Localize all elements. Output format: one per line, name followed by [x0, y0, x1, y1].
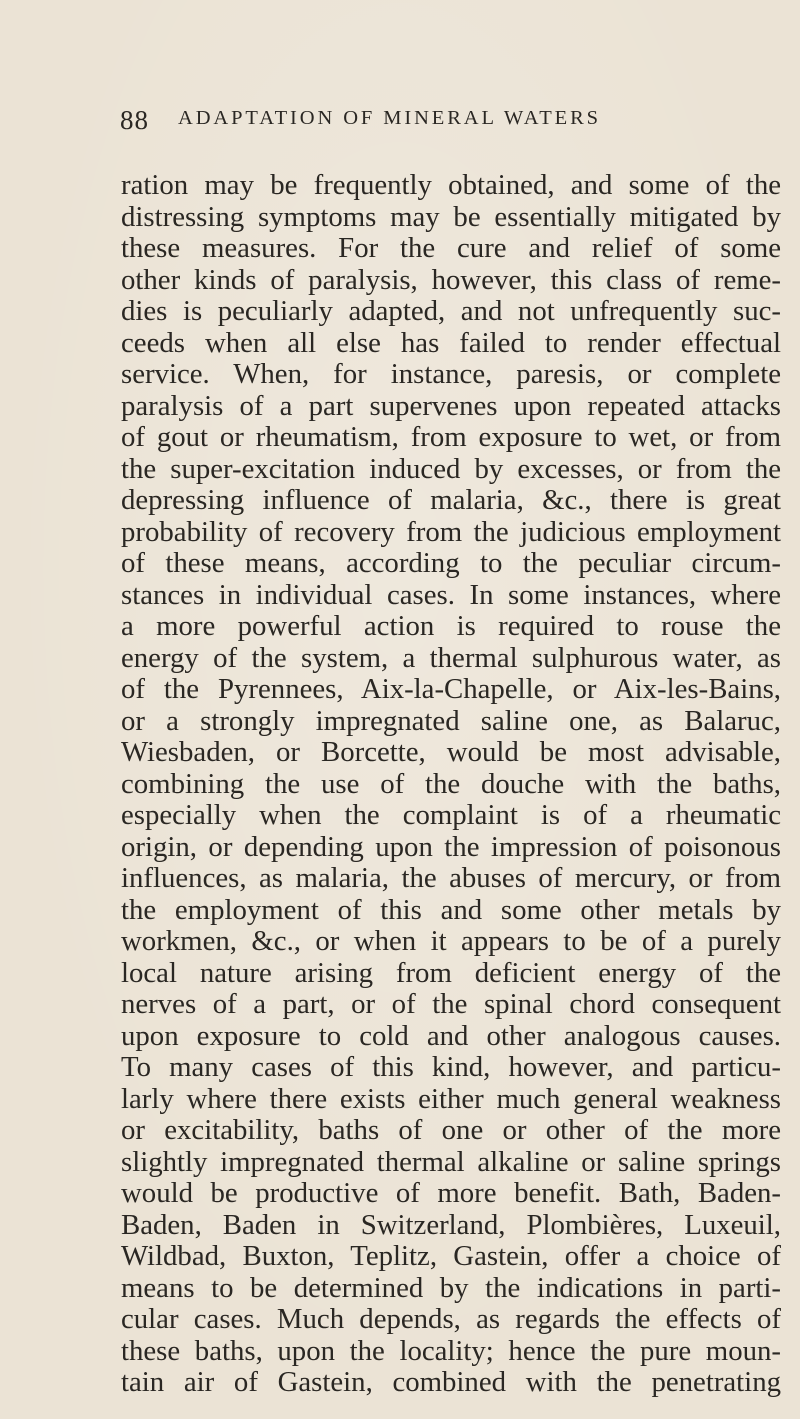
- text-line: Wildbad, Buxton, Teplitz, Gastein, offer a choice of: [121, 1240, 781, 1272]
- text-line: workmen, &c., or when it appears to be of a purely: [121, 925, 781, 957]
- text-line: a more powerful action is required to rouse the: [121, 610, 781, 642]
- text-line: influences, as malaria, the abuses of mercury, or from: [121, 862, 781, 894]
- text-line: or a strongly impregnated saline one, as Balaruc,: [121, 704, 781, 737]
- running-title: ADAPTATION OF MINERAL WATERS: [178, 107, 601, 129]
- page-number: 88: [120, 105, 149, 135]
- body-text: [121, 170, 781, 1399]
- text-line: the employment of this and some other metals by: [121, 893, 781, 926]
- text-line: ration may be frequently obtained, and some of the: [121, 169, 781, 201]
- text-line: Wiesbaden, or Borcette, would be most advisable,: [121, 736, 781, 768]
- text-line: nerves of a part, or of the spinal chord consequent: [121, 988, 781, 1020]
- text-line: slightly impregnated thermal alkaline or saline springs: [121, 1145, 781, 1178]
- text-line: the super-excitation induced by excesses, or from the: [121, 452, 781, 485]
- text-line: means to be determined by the indications in parti-: [121, 1271, 781, 1304]
- text-line: especially when the complaint is of a rheumatic: [121, 799, 781, 831]
- text-line: would be productive of more benefit. Bath, Baden-: [121, 1177, 781, 1209]
- text-line: depressing influence of malaria, &c., there is great: [121, 484, 781, 516]
- text-line: of gout or rheumatism, from exposure to wet, or from: [121, 421, 781, 453]
- text-line: larly where there exists either much general weakness: [121, 1082, 781, 1115]
- text-line: local nature arising from deficient energy of the: [121, 956, 781, 989]
- text-line: To many cases of this kind, however, and particu-: [121, 1051, 781, 1083]
- text-line: dies is peculiarly adapted, and not unfrequently suc-: [121, 295, 781, 327]
- text-line: cular cases. Much depends, as regards the effects of: [121, 1303, 781, 1335]
- text-line: of the Pyrennees, Aix-la-Chapelle, or Aix-les-Bains,: [121, 673, 781, 705]
- text-line: tain air of Gastein, combined with the penetrating: [121, 1366, 781, 1398]
- text-line: other kinds of paralysis, however, this class of reme-: [121, 263, 781, 296]
- text-line: ceeds when all else has failed to render effectual: [121, 326, 781, 359]
- page-header: [120, 105, 780, 145]
- text-line: probability of recovery from the judicious employment: [121, 515, 781, 548]
- text-line: stances in individual cases. In some instances, where: [121, 578, 781, 611]
- text-line: of these means, according to the peculiar circum-: [121, 547, 781, 579]
- text-line: service. When, for instance, paresis, or complete: [121, 358, 781, 390]
- text-line: origin, or depending upon the impression of poisonous: [121, 830, 781, 863]
- text-line: these baths, upon the locality; hence the pure moun-: [121, 1334, 781, 1367]
- text-line: energy of the system, a thermal sulphurous water, as: [121, 641, 781, 674]
- text-line: combining the use of the douche with the baths,: [121, 767, 781, 800]
- text-line: paralysis of a part supervenes upon repeated attacks: [121, 389, 781, 422]
- text-line: distressing symptoms may be essentially mitigated by: [121, 200, 781, 233]
- text-line: Baden, Baden in Switzerland, Plombières, Luxeuil,: [121, 1208, 781, 1241]
- text-line: these measures. For the cure and relief of some: [121, 232, 781, 264]
- text-line: or excitability, baths of one or other of the more: [121, 1114, 781, 1146]
- text-line: upon exposure to cold and other analogous causes.: [121, 1019, 781, 1052]
